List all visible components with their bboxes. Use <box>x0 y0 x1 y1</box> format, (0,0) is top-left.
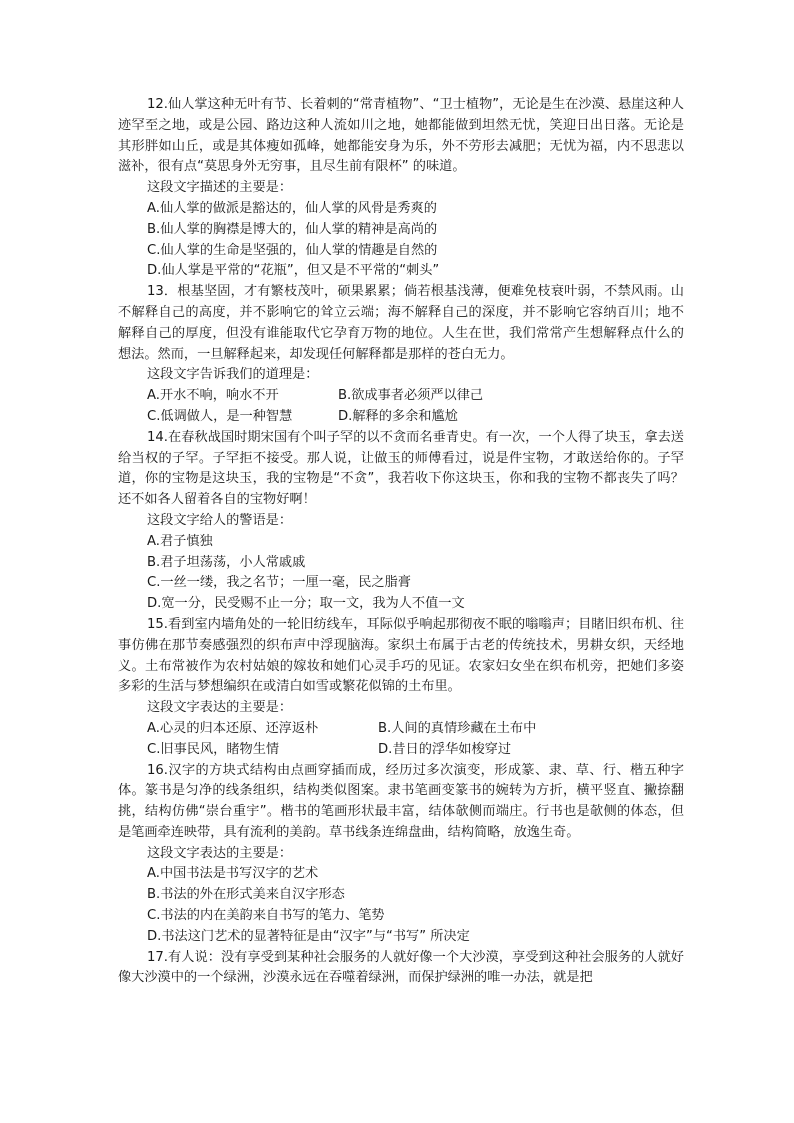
question-12-option-d: D.仙人掌是平常的“花瓶”，但又是不平常的“刺头” <box>147 263 440 279</box>
question-15-prompt: 这段文字表达的主要是： <box>147 700 293 716</box>
question-14-option-d: D.宽一分，民受赐不止一分；取一文，我为人不值一文 <box>147 596 465 612</box>
question-15-option-b: B.人间的真情珍藏在土布中 <box>378 720 537 736</box>
question-15-option-d: D.昔日的浮华如梭穿过 <box>378 741 512 757</box>
question-14-option-a: A.君子慎独 <box>147 533 213 549</box>
question-16-prompt: 这段文字表达的主要是： <box>147 845 293 861</box>
question-13-option-c: C.低调做人，是一种智慧 <box>147 408 293 424</box>
question-13-option-a: A.开水不响，响水不开 <box>147 388 279 404</box>
document-body <box>118 95 684 989</box>
question-14-passage: 14.在春秋战国时期宋国有个叫子罕的以不贪而名垂青史。有一次，一个人得了块玉，拿去送给当权的子罕。子罕拒不接受。那人说，让做玉的师傅看过，说是件宝物，才敢送给你的。子罕道，你的宝物是这块玉，我的宝物是“不贪”，我若收下你这块玉，你和我的宝物不都丧失了吗？还不如各人留着各自的宝物好啊！ <box>118 429 684 508</box>
question-12-prompt: 这段文字描述的主要是： <box>147 180 293 196</box>
question-14-option-c: C.一丝一缕，我之名节；一厘一毫，民之脂膏 <box>147 575 411 591</box>
question-15-options-row-1 <box>118 719 684 740</box>
question-13-prompt: 这段文字告诉我们的道理是： <box>147 367 319 383</box>
question-15-option-a: A.心灵的归本还原、还淳返朴 <box>147 720 319 736</box>
question-17-passage: 17.有人说：没有享受到某种社会服务的人就好像一个大沙漠，享受到这种社会服务的人就好像大沙漠中的一个绿洲，沙漠永远在吞噬着绿洲，而保护绿洲的唯一办法，就是把 <box>118 949 684 986</box>
question-15-passage: 15.看到室内墙角处的一轮旧纺线车，耳际似乎响起那彻夜不眠的嗡嗡声；目睹旧织布机、往事仿佛在那节奏感强烈的织布声中浮现脑海。家织土布属于古老的传统技术，男耕女织，天经地义。土布常被作为农村姑娘的嫁妆和她们心灵手巧的见证。农家妇女坐在织布机旁，把她们多姿多彩的生活与梦想编织在或清白如雪或繁花似锦的土布里。 <box>118 616 684 695</box>
question-13-passage: 13．根基坚固，才有繁枝茂叶，硕果累累；倘若根基浅薄，便难免枝衰叶弱，不禁风雨。山不解释自己的高度，并不影响它的耸立云端；海不解释自己的深度，并不影响它容纳百川；地不解释自己的厚度，但没有谁能取代它孕育万物的地位。人生在世，我们常常产生想解释点什么的想法。然而，一旦解释起来，却发现任何解释都是那样的苍白无力。 <box>118 284 684 362</box>
question-16-passage: 16.汉字的方块式结构由点画穿插而成，经历过多次演变，形成篆、隶、草、行、楷五种字体。篆书是匀净的线条组织，结构类似图案。隶书笔画变篆书的婉转为方折，横平竖直、撇捺翻挑，结构仿佛“崇台重宇”。楷书的笔画形状最丰富，结体欹侧而端庄。行书也是欹侧的体态，但是笔画牵连映带，具有流利的美韵。草书线条连绵盘曲，结构简略，放逸生奇。 <box>118 762 684 840</box>
question-15-options-row-2 <box>118 740 684 761</box>
question-13-options-row-2 <box>118 407 684 428</box>
question-13-option-d: D.解释的多余和尴尬 <box>338 408 458 424</box>
question-16-option-a: A.中国书法是书写汉字的艺术 <box>147 866 319 882</box>
question-14-option-b: B.君子坦荡荡，小人常戚戚 <box>147 554 306 570</box>
question-13-options-row-1 <box>118 386 684 407</box>
question-12-option-a: A.仙人掌的做派是豁达的，仙人掌的风骨是秀爽的 <box>147 200 437 216</box>
question-16-option-b: B.书法的外在形式美来自汉字形态 <box>147 887 345 903</box>
question-16-option-d: D.书法这门艺术的显著特征是由“汉字”与“书写” 所决定 <box>147 928 470 944</box>
question-12-passage: 12.仙人掌这种无叶有节、长着刺的“常青植物”、“卫士植物”，无论是生在沙漠、悬崖这种人迹罕至之地，或是公园、路边这种人流如川之地，她都能做到坦然无忧，笑迎日出日落。无论是其形胖如山丘，或是其体瘦如孤峰，她都能安身为乐，外不劳形去减肥；无忧为福，内不思悲以滋补，很有点“莫思身外无穷事，且尽生前有限杯” 的味道。 <box>118 97 684 175</box>
question-14-prompt: 这段文字给人的警语是： <box>147 512 293 528</box>
question-12-option-c: C.仙人掌的生命是坚强的，仙人掌的情趣是自然的 <box>147 242 438 258</box>
question-15-option-c: C.旧事民风，睹物生情 <box>147 741 280 757</box>
question-13-option-b: B.欲成事者必须严以律己 <box>338 388 484 404</box>
question-12-option-b: B.仙人掌的胸襟是博大的，仙人掌的精神是高尚的 <box>147 221 438 237</box>
question-16-option-c: C.书法的内在美韵来自书写的笔力、笔势 <box>147 908 385 924</box>
